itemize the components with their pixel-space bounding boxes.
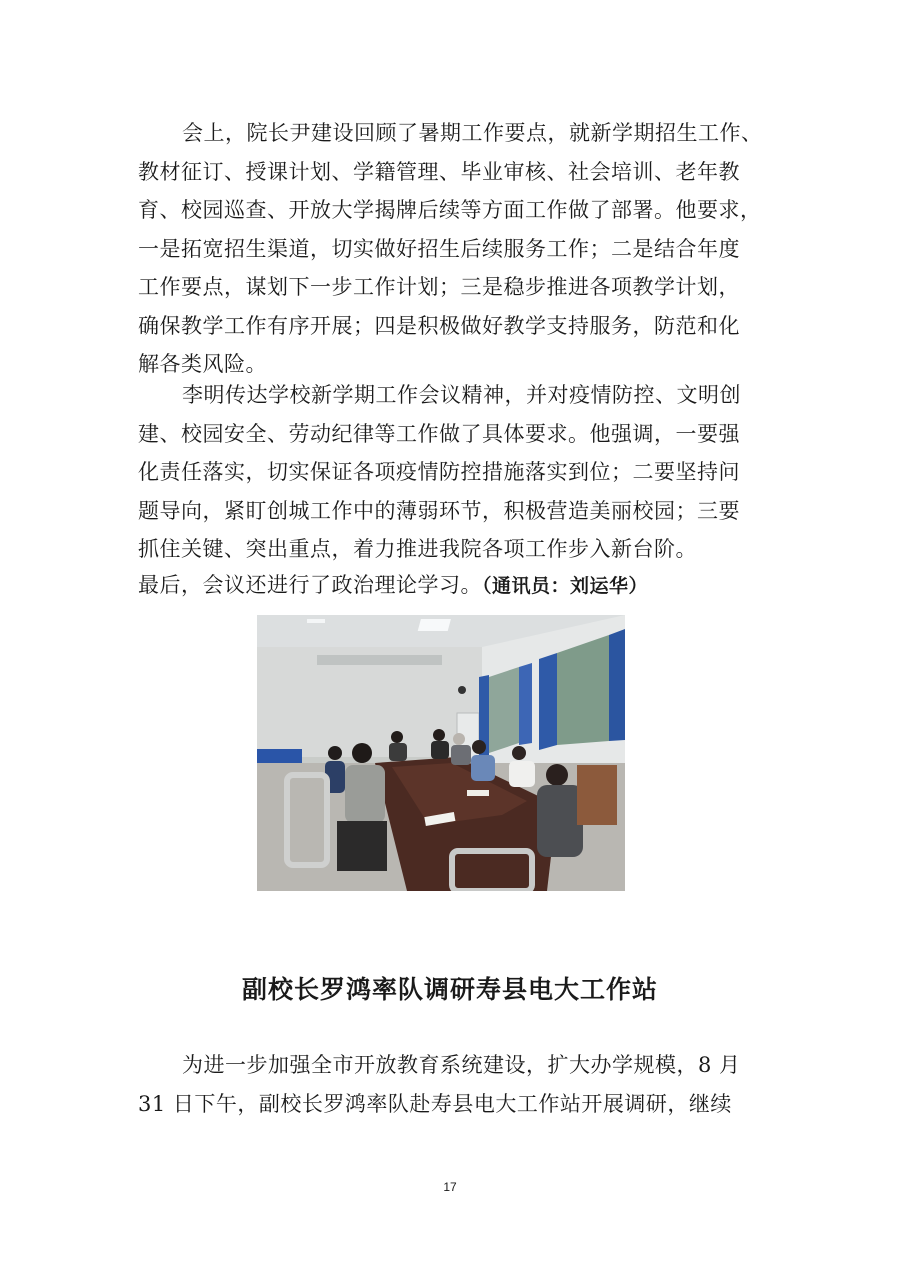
paragraph-closing — [138, 566, 766, 605]
text-line: 育、校园巡查、开放大学揭牌后续等方面工作做了部署。他要求， — [138, 198, 762, 222]
text-line: 题导向，紧盯创城工作中的薄弱环节，积极营造美丽校园；三要 — [138, 498, 740, 523]
text-line — [138, 566, 766, 605]
text-line: 会上，院长尹建设回顾了暑期工作要点，就新学期招生工作、 — [182, 121, 763, 145]
text-line: 李明传达学校新学期工作会议精神，并对疫情防控、文明创 — [182, 383, 741, 407]
paragraph-article2-intro — [138, 1046, 766, 1123]
text-line: 确保教学工作有序开展；四是积极做好教学支持服务，防范和化 — [138, 313, 740, 338]
page-number: 17 — [443, 1180, 457, 1194]
text-line: 一是拓宽招生渠道，切实做好招生后续服务工作；二是结合年度 — [138, 236, 740, 261]
article-heading: 副校长罗鸿率队调研寿县电大工作站 — [241, 975, 658, 1004]
reporter-credit: （通讯员：刘运华） — [482, 575, 649, 597]
closing-text: 最后，会议还进行了政治理论学习。 — [138, 573, 482, 597]
paragraph-meeting-summary — [138, 114, 766, 384]
text-line: 为进一步加强全市开放教育系统建设，扩大办学规模，8 月 — [182, 1053, 741, 1077]
text-line: 化责任落实，切实保证各项疫情防控措施落实到位；二要坚持问 — [138, 460, 740, 484]
text-line: 解各类风险。 — [138, 352, 267, 376]
text-line: 教材征订、授课计划、学籍管理、毕业审核、社会培训、老年教 — [138, 159, 740, 184]
text-line: 31 日下午，副校长罗鸿率队赴寿县电大工作站开展调研，继续 — [138, 1091, 732, 1116]
text-line: 建、校园安全、劳动纪律等工作做了具体要求。他强调，一要强 — [138, 421, 740, 446]
paragraph-liming-remarks — [138, 376, 766, 569]
text-line: 工作要点，谋划下一步工作计划；三是稳步推进各项教学计划， — [138, 275, 740, 299]
text-line: 抓住关键、突出重点，着力推进我院各项工作步入新台阶。 — [138, 537, 697, 561]
meeting-photo — [257, 615, 625, 891]
